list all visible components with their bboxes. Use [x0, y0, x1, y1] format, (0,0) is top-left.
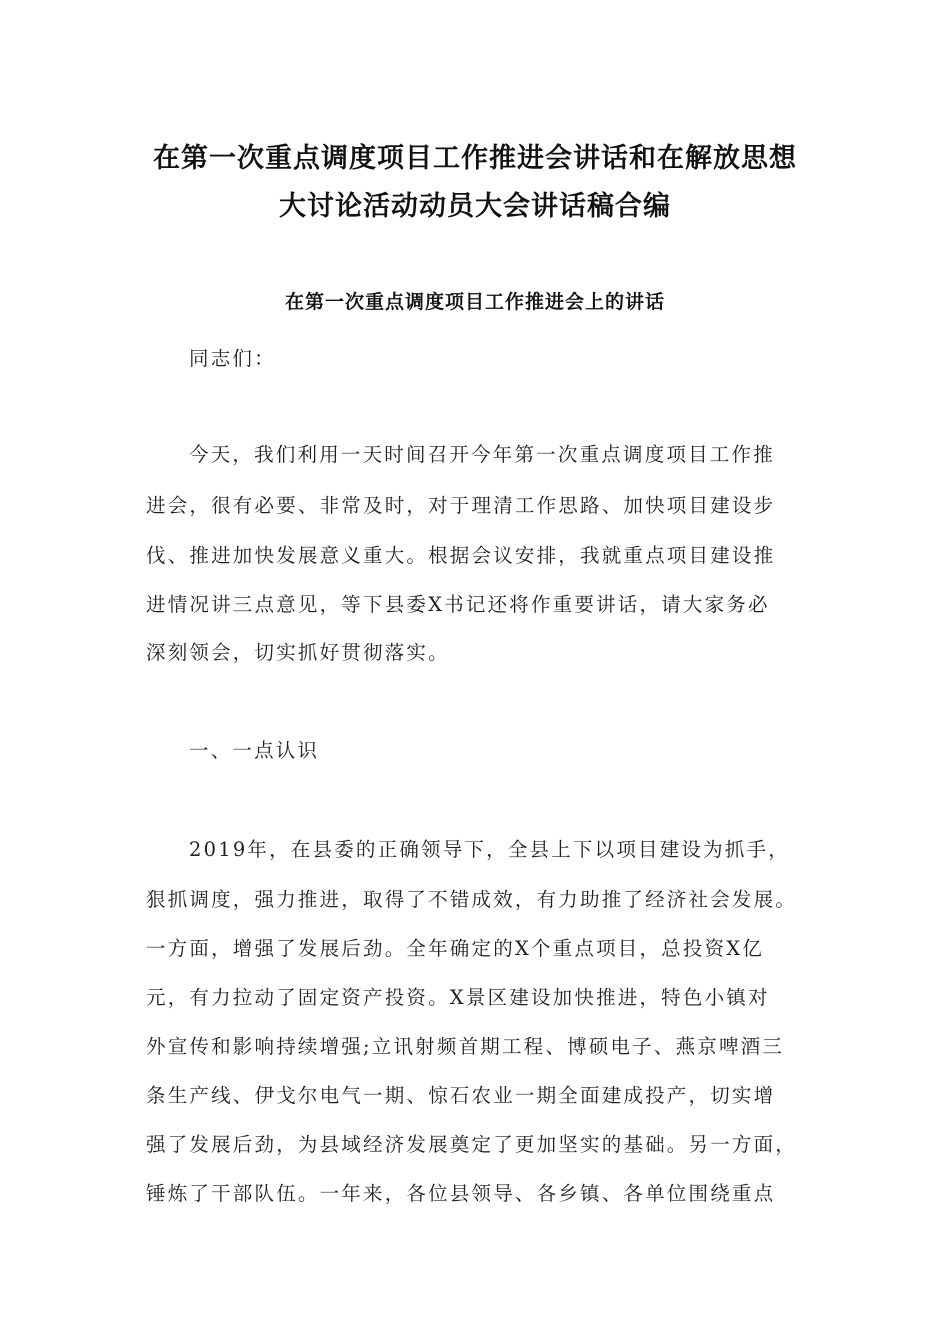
paragraph-2-line: 外宣传和影响持续增强;立讯射频首期工程、博硕电子、燕京啤酒三	[146, 1035, 785, 1058]
speech-heading: 在第一次重点调度项目工作推进会上的讲话	[284, 291, 665, 313]
paragraph-2-line: 强了发展后劲，为县域经济发展奠定了更加坚实的基础。另一方面，	[146, 1133, 798, 1156]
paragraph-1-line: 进情况讲三点意见，等下县委X书记还将作重要讲话，请大家务必	[146, 593, 770, 616]
paragraph-1-line: 深刻领会，切实抓好贯彻落实。	[146, 641, 450, 664]
paragraph-2-line: 锤炼了干部队伍。一年来，各位县领导、各乡镇、各单位围绕重点	[146, 1182, 776, 1205]
paragraph-1-line: 伐、推进加快发展意义重大。根据会议安排，我就重点项目建设推	[146, 544, 776, 567]
paragraph-2-line: 条生产线、伊戈尔电气一期、惊石农业一期全面建成投产，切实增	[146, 1084, 776, 1107]
paragraph-1-line: 进会，很有必要、非常及时，对于理清工作思路、加快项目建设步	[146, 494, 776, 517]
salutation: 同志们：	[189, 347, 276, 370]
paragraph-1-line: 今天，我们利用一天时间召开今年第一次重点调度项目工作推	[189, 443, 775, 466]
document-title-line-1: 在第一次重点调度项目工作推进会讲话和在解放思想	[153, 143, 797, 174]
paragraph-2-line: 狠抓调度，强力推进，取得了不错成效，有力助推了经济社会发展。	[146, 888, 798, 911]
paragraph-2-line: 一方面，增强了发展后劲。全年确定的X个重点项目，总投资X亿	[146, 937, 765, 960]
paragraph-2-line: 元，有力拉动了固定资产投资。X景区建设加快推进，特色小镇对	[146, 986, 770, 1009]
paragraph-2-line: 2019年，在县委的正确领导下，全县上下以项目建设为抓手，	[189, 838, 790, 861]
subheading-one: 一、一点认识	[189, 739, 320, 762]
document-title-line-2: 大讨论活动动员大会讲话稿合编	[279, 191, 671, 222]
